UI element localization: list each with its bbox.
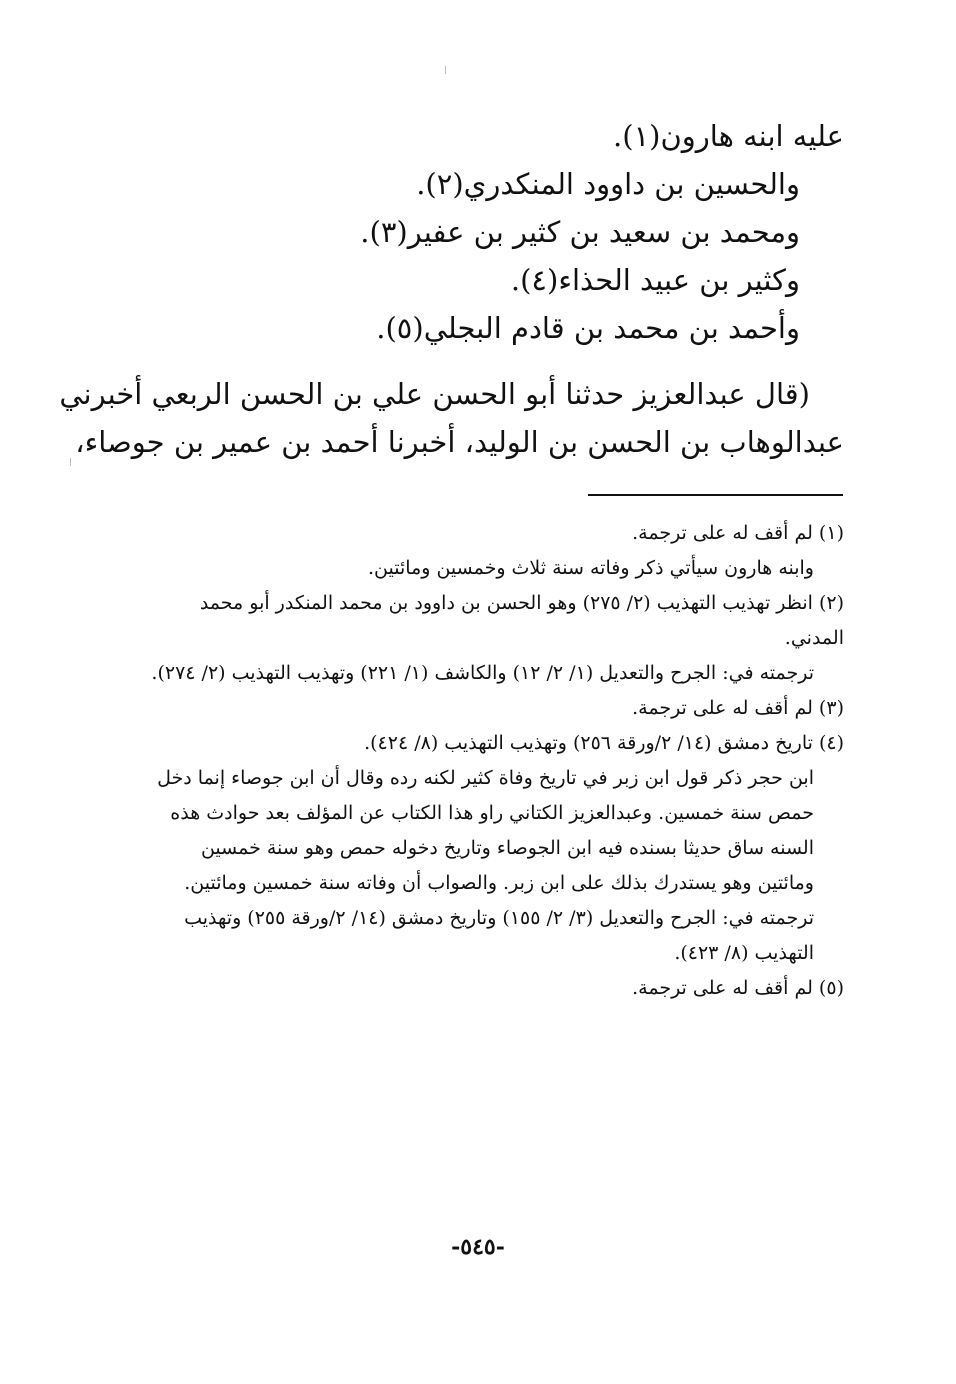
- main-line: (قال عبدالعزيز حدثنا أبو الحسن علي بن الحسن الربعي أخبرني: [59, 377, 810, 411]
- main-line: والحسين بن داوود المنكدري(٢).: [416, 167, 800, 201]
- footnote-line: (٢) انظر تهذيب التهذيب (٢/ ٢٧٥) وهو الحسن بن داوود بن محمد المنكدر أبو محمد المدني.: [199, 592, 844, 649]
- footnote-line: ابن حجر ذكر قول ابن زبر في تاريخ وفاة كثير لكنه رده وقال أن ابن جوصاء إنما دخل حمص سنة خمسين. وعبدالعزيز الكتاني راو هذا الكتاب عن المؤلف بعد حوادث هذه السنه ساق حديثا بسنده فيه ابن الجوصاء وتاريخ دخوله حمص وهو سنة خمسين ومائتين وهو يستدرك بذلك على ابن زبر. والصواب أن وفاته سنة خمسين ومائتين.: [157, 767, 814, 894]
- footnote-line: (١) لم أقف له على ترجمة.: [632, 522, 844, 544]
- footnote-separator: [588, 494, 843, 496]
- footnote-line: ترجمته في: الجرح والتعديل (١/ ٢/ ١٢) والكاشف (١/ ٢٢١) وتهذيب التهذيب (٢/ ٢٧٤).: [151, 662, 814, 684]
- main-line: وكثير بن عبيد الحذاء(٤).: [510, 263, 800, 297]
- footnotes: [144, 516, 844, 1006]
- page-number: -٥٤٥-: [451, 1234, 505, 1260]
- scan-mark-top: [445, 66, 446, 74]
- footnote-line: (٤) تاريخ دمشق (١٤/ ٢/ورقة ٢٥٦) وتهذيب التهذيب (٨/ ٤٢٤).: [364, 732, 844, 754]
- footnote-line: (٣) لم أقف له على ترجمة.: [632, 697, 844, 719]
- main-line: عبدالوهاب بن الحسن بن الوليد، أخبرنا أحمد بن عمير بن جوصاء،: [75, 425, 844, 459]
- footnote-line: (٥) لم أقف له على ترجمة.: [632, 977, 844, 999]
- main-line: ومحمد بن سعيد بن كثير بن عفير(٣).: [360, 215, 800, 249]
- main-line: وأحمد بن محمد بن قادم البجلي(٥).: [376, 311, 800, 345]
- main-text: [59, 112, 844, 466]
- main-line: عليه ابنه هارون(١).: [613, 119, 844, 153]
- footnote-line: ترجمته في: الجرح والتعديل (٣/ ٢/ ١٥٥) وتاريخ دمشق (١٤/ ٢/ورقة ٢٥٥) وتهذيب التهذيب (٨/ ٤٢٣).: [184, 907, 814, 964]
- footnote-line: وابنه هارون سيأتي ذكر وفاته سنة ثلاث وخمسين ومائتين.: [368, 557, 814, 579]
- scan-mark-left: [70, 458, 71, 466]
